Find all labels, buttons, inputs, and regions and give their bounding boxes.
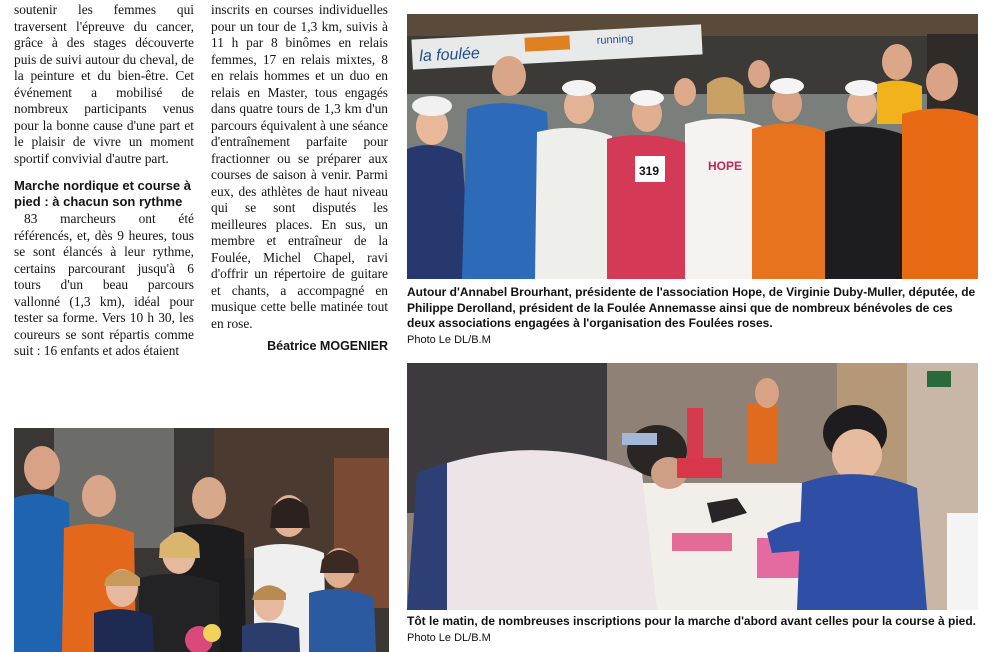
photo-caption <box>407 285 979 348</box>
group-photo-illustration <box>407 14 978 279</box>
banner-text-2: running <box>596 32 634 47</box>
photo-caption <box>407 614 979 646</box>
article-subheading: Marche nordique et course à pied : à chacun son rythme <box>14 178 191 209</box>
article-paragraph: 83 marcheurs ont été référencés, et, dès 9 heures, tous se sont élancés à leur rythme, certains parcourant jusqu'à 6 tours d'un beau parcours vallonné (1,3 km), idéal pour tester sa forme. Vers 10 h 30, les coureurs se sont répartis comme suit : 16 enfants et ados étaient <box>14 211 194 358</box>
runners-photo <box>14 428 389 652</box>
photo-credit: Photo Le DL/B.M <box>407 631 491 644</box>
banner-text: la foulée <box>418 45 481 66</box>
registration-photo <box>407 363 978 610</box>
article-paragraph: inscrits en courses individuelles pour un tour de 1,3 km, suivis à 11 h par 8 binômes en relais femmes, 17 en relais mixtes, 8 en relais hommes et un duo en relais en Master, tous engagés dans quatre tours de 1,3 km d'un parcours équivalent à une séance d'entraînement parfaite pour fractionner ou se préparer aux courses de saison à venir. Parmi eux, des athlètes de haut niveau qui se sont disputés les meilleures places. En sus, un membre et entraîneur de la Foulée, Michel Chapel, ravi d'offrir un répertoire de guitare et chants, a accompagné en musique cette belle matinée tout en rose. <box>211 2 388 331</box>
shirt-text: HOPE <box>708 159 743 173</box>
race-bib-number: 319 <box>639 164 660 178</box>
article-column-2 <box>211 2 388 355</box>
article-column-1 <box>14 2 194 360</box>
caption-text: Tôt le matin, de nombreuses inscriptions pour la marche d'abord avant celles pour la course à pied. <box>407 614 976 628</box>
caption-text: Autour d'Annabel Brourhant, présidente de l'association Hope, de Virginie Duby-Muller, députée, de Philippe Derolland, président de la Foulée Annemasse ainsi que de nombreux bénévoles de ces deux associations engagées à l'organisation des Foulées roses. <box>407 285 976 330</box>
group-photo <box>407 14 978 279</box>
registration-photo-illustration <box>407 363 978 610</box>
photo-credit: Photo Le DL/B.M <box>407 333 491 346</box>
runners-photo-illustration <box>14 428 389 652</box>
author-signature: Béatrice MOGENIER <box>267 339 388 353</box>
article-paragraph: soutenir les femmes qui traversent l'épreuve du cancer, grâce à des stages découverte puis de suivi autour du cheval, de la peinture et du bien-être. Cet événement a mobilisé de nombreux participants venus pour la bonne cause d'une part et le plaisir de vivre un moment sportif convivial d'autre part. <box>14 2 194 166</box>
